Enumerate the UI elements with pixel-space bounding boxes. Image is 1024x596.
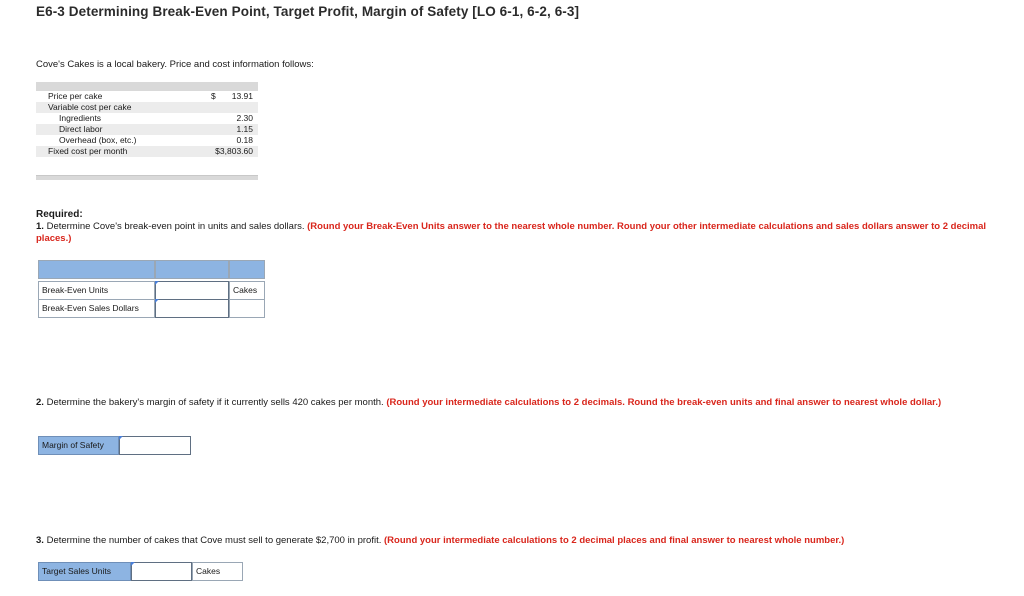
cost-row-value: 2.30 xyxy=(236,113,253,123)
cost-row-value: 1.15 xyxy=(236,124,253,134)
rounding-note: (Round your intermediate calculations to 2 decimal places and final answer to nearest whole number.) xyxy=(384,535,845,546)
unit-label-cakes: Cakes xyxy=(192,562,243,581)
cost-row-variable xyxy=(36,102,258,113)
row-label-break-even-sales: Break-Even Sales Dollars xyxy=(38,299,155,318)
question-number: 1. xyxy=(36,221,44,232)
rounding-note: (Round your Break-Even Units answer to the nearest whole number. Round your other intermediate calculations and sales dollars answer to 2 decimal places.) xyxy=(36,221,987,244)
cost-row-label: Overhead (box, etc.) xyxy=(59,135,137,145)
required-heading: Required: xyxy=(36,209,83,220)
input-marker-icon xyxy=(119,436,123,440)
question-number: 3. xyxy=(36,535,44,546)
grid-header-cell xyxy=(229,260,265,279)
currency-symbol: $ xyxy=(211,91,216,101)
intro-text: Cove's Cakes is a local bakery. Price and cost information follows: xyxy=(36,59,314,70)
cost-row-label: Direct labor xyxy=(59,124,103,134)
question-text: Determine the bakery's margin of safety if it currently sells 420 cakes per month. xyxy=(43,397,387,408)
rounding-note: (Round your intermediate calculations to 2 decimals. Round the break-even units and final answer to nearest whole dollar.) xyxy=(386,397,942,408)
cost-row-overhead xyxy=(36,135,258,146)
cost-row-label: Variable cost per cake xyxy=(48,102,132,112)
cost-row-value: 13.91 xyxy=(231,91,253,101)
input-marker-icon xyxy=(131,562,135,566)
input-marker-icon xyxy=(155,281,159,285)
cost-row-value: 0.18 xyxy=(236,135,253,145)
cost-row-price xyxy=(36,91,258,102)
cost-row-fixed xyxy=(36,146,258,157)
grid-header-cell xyxy=(155,260,229,279)
cost-table-bottom-bar xyxy=(36,175,258,180)
cost-row-label: Ingredients xyxy=(59,113,102,123)
question-3 xyxy=(36,535,1011,547)
margin-of-safety-label: Margin of Safety xyxy=(38,436,119,455)
target-sales-units-input[interactable] xyxy=(131,562,192,581)
question-text: Determine the number of cakes that Cove must sell to generate $2,700 in profit. xyxy=(43,535,385,546)
question-2 xyxy=(36,397,1011,409)
grid-header-cell xyxy=(38,260,155,279)
question-1 xyxy=(36,221,1011,245)
unit-label-empty xyxy=(229,299,265,318)
row-label-break-even-units: Break-Even Units xyxy=(38,281,155,300)
cost-row-value: $3,803.60 xyxy=(215,146,253,156)
input-marker-icon xyxy=(155,299,159,303)
cost-row-ingredients xyxy=(36,113,258,124)
cost-row-label: Price per cake xyxy=(48,91,103,101)
margin-of-safety-input[interactable] xyxy=(119,436,191,455)
break-even-sales-input[interactable] xyxy=(155,299,229,318)
cost-info-table xyxy=(36,82,258,157)
target-sales-units-label: Target Sales Units xyxy=(38,562,131,581)
cost-table-top-bar xyxy=(36,82,258,91)
question-text: Determine Cove's break-even point in units and sales dollars. xyxy=(43,221,308,232)
exercise-title: E6-3 Determining Break-Even Point, Target Profit, Margin of Safety [LO 6-1, 6-2, 6-3] xyxy=(36,4,580,19)
break-even-units-input[interactable] xyxy=(155,281,229,300)
question-number: 2. xyxy=(36,397,44,408)
unit-label-cakes: Cakes xyxy=(229,281,265,300)
cost-row-label: Fixed cost per month xyxy=(48,146,128,156)
cost-row-direct-labor xyxy=(36,124,258,135)
